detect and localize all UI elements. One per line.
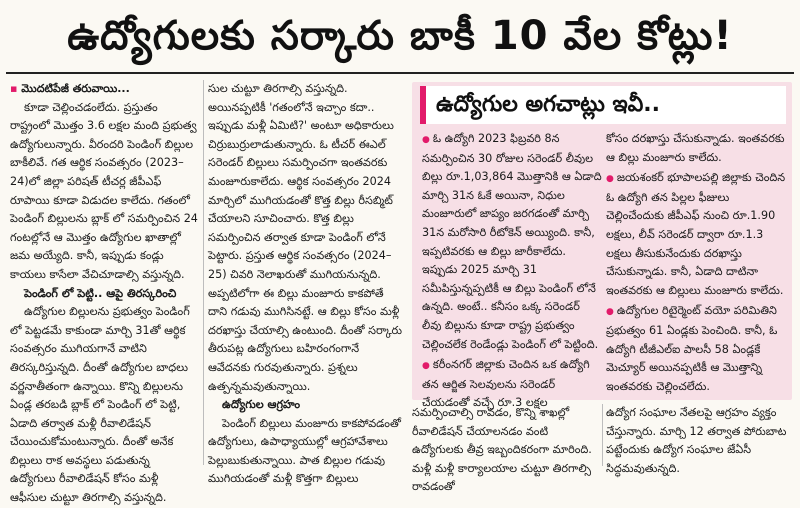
info-box-item-text: కరీంనగర్ జిల్లాకు చెందిన ఒక ఉద్యోగి తన ఆర్జిత సెలవులను సరెండర్ చేయడంతో వచ్చే రూ.3 లక్షల	[422, 358, 590, 410]
bullet-icon: ●	[606, 174, 614, 185]
col2-subheading: ఉద్యోగుల ఆగ్రహం	[222, 398, 301, 412]
info-box-item	[422, 130, 602, 354]
col2-paragraph-2: పెండింగ్ బిల్లులు మంజూరు కాకపోవడంతో ఉద్యోగులు, ఉపాధ్యాయుల్లో ఆగ్రహావేశాలు పెల్లుబుకుతున్నాయి. పాత బిల్లుల గడువు ముగియడంతో మళ్లీ కొత్తగా బిల్లులు	[208, 416, 401, 486]
column-divider-2	[602, 404, 603, 466]
bullet-icon: ●	[422, 361, 430, 372]
continued-kicker: ▪ మొదటిపేజీ తరువాయి...	[10, 80, 198, 99]
col3-paragraph-1: సమర్పించాల్సి రావడం, కొన్ని శాఖల్లో రీవాలిడేషన్ చేయాలనడం వంటి ఉద్యోగులకు తీవ్ర ఇబ్బందికరంగా మారింది. మళ్లీ మళ్లీ కార్యాలయాల చుట్టూ తిరగాల్సి రావడంతో	[412, 406, 592, 494]
info-box-item-text: కోసం దరఖాస్తు చేసుకున్నాడు. ఇంతవరకు ఆ బిల్లు మంజూరు కాలేదు.	[606, 132, 785, 164]
col4-paragraph-1: ఉద్యోగ సంఘాల నేతలపై ఆగ్రహం వ్యక్తం చేస్తున్నారు. మార్చి 12 తర్వాత పోరుబాట పట్టేందుకు ఉద్యోగ సంఘాల జేఏసీ సిద్ధమవుతున్నది.	[606, 406, 787, 475]
info-box-left-column	[422, 130, 602, 410]
col1-paragraph-1: కూడా చెల్లించడంలేదు. ప్రస్తుతం రాష్ట్రంలో మొత్తం 3.6 లక్షల మంది ప్రభుత్వ ఉద్యోగులున్నారు. వీరందరి పెండింగ్ బిల్లుల బాకీలివే. గత ఆర్థిక సంవత్సరం (2023–24)లో జిల్లా పరిషత్ టీచర్ల జీపీఎఫ్ రూపాయి కూడా విడుదల కాలేదు. గతంలో పెండింగ్ బిల్లులను బ్లాక్ లో సమర్పించిన 24 గంటల్లోనే ఆ మొత్తం ఉద్యోగుల ఖాతాల్లో జమ అయ్యేది. కానీ, ఇప్పుడు కండ్లు కాయలు కాసేలా వేచిచూడాల్సి వస్తున్నది.	[10, 100, 198, 281]
column-1	[10, 80, 198, 505]
info-box-item	[606, 169, 786, 300]
col1-paragraph-2: ఉద్యోగుల బిల్లులను ప్రభుత్వం పెండింగ్ లో పెట్టడమే కాకుండా మార్చి 31తో ఆర్థిక సంవత్సరం ముగియగానే వాటిని తిరస్కరిస్తున్నది. దీంతో ఉద్యోగుల బాధలు వర్ణనాతీతంగా ఉన్నాయి. కొన్ని బిల్లులను ఏండ్ల తరబడి బ్లాక్ లో పెండింగ్ లో పెట్టి, ఏడాది తర్వాత మళ్లీ రీవాలిడేషన్ చేయించుకోమంటున్నారు. దీంతో అనేక బిల్లులు రాక అవస్థలు పడుతున్న ఉద్యోగులు రీవాలిడేషన్ కోసం మళ్లీ ఆఫీసుల చుట్టూ తిరగాల్సి వస్తున్నది.	[10, 305, 190, 505]
col1-subheading: పెండింగ్ లో పెట్టి.. ఆపై తిరస్కరించి	[24, 286, 177, 300]
headline-rule	[6, 72, 794, 74]
info-box-item	[606, 130, 786, 167]
column-4	[606, 404, 792, 475]
info-box-right-column	[606, 130, 786, 398]
column-divider-1	[203, 80, 204, 465]
info-box-title: ఉద్యోగుల అగచాట్లు ఇవీ..	[420, 86, 786, 124]
bullet-icon: ●	[422, 135, 430, 145]
col2-paragraph-1: సుల చుట్టూ తిరగాల్సి వస్తున్నది. అయినప్పటికీ 'గతంలోనే ఇచ్చాం కదా.. ఇప్పుడు మళ్లీ ఏమిటి?' అంటూ అధికారులు చిర్రుబుర్రులాడుతున్నారు. ఓ టీచర్ ఈఎల్ సరెండర్ బిల్లులు సమర్పించగా ఇంతవరకు మంజూరుకాలేదు. ఆర్థిక సంవత్సరం 2024 మార్చిలో ముగియడంతో కొత్త బిల్లు రీసబ్మిట్ చేయాలని సూచించారు. కొత్త బిల్లు సమర్పించిన తర్వాత కూడా పెండింగ్ లోనే పెట్టారు. ప్రస్తుత ఆర్థిక సంవత్సరం (2024–25) చివరి నెలాఖరుతో ముగియనున్నది. అప్పటిలోగా ఈ బిల్లు మంజూరు కాకపోతే దాని గడువు ముగిసినట్టే. ఆ బిల్లు కోసం మళ్లీ దరఖాస్తు చేయాల్సి ఉంటుంది. దీంతో సర్కారు తీరుపట్ల ఉద్యోగులు బహిరంగంగానే ఆవేదనకు గురవుతున్నారు. ప్రశ్నలు ఉత్పన్నమవుతున్నాయి.	[208, 82, 403, 393]
info-box-item	[606, 302, 786, 396]
column-3	[412, 404, 598, 494]
headline: ఉద్యోగులకు సర్కారు బాకీ 10 వేల కోట్లు!	[67, 13, 733, 59]
bullet-icon: ●	[606, 307, 614, 318]
info-box-item-text: ఉద్యోగుల రిటైర్మెంట్ వయో పరిమితిని ప్రభుత్వం 61 ఏండ్లకు పెంచింది. కానీ, ఓ ఉద్యోగి టీజీఎల్ఐ పాలసీ 58 ఏండ్లకే మెచ్యూర్ అయినప్పటికీ ఆ మొత్తాన్ని ఇంతవరకు చెల్లించలేదు.	[606, 304, 778, 393]
info-box-item-text: ఓ ఉద్యోగి 2023 ఫిబ్రవరి 8న సమర్పించిన 30 రోజుల సరెండర్ లీవుల బిల్లు రూ.1,03,864 మొత్తానికి ఆ ఏడాది మార్చి 31న ఓకే అయినా, నిధుల మంజూరులో జాప్యం జరగడంతో మార్చి 31న మరోసారి రీటోకెన్ అయ్యింది. కానీ, ఇప్పటివరకు ఆ బిల్లు జారీకాలేదు. ఇప్పుడు 2025 మార్చి 31 సమీపిస్తున్నప్పటికీ ఆ బిల్లు పెండింగ్ లోనే ఉన్నది. అంటే.. కనీసం ఒక్క సరెండర్ లీవు బిల్లును కూడా రాష్ట్ర ప్రభుత్వం చెల్లించలేక రెండేండ్లు పెండింగ్ లో పెట్టింది.	[422, 132, 602, 351]
info-box-item-text: జయశంకర్ భూపాలపల్లి జిల్లాకు చెందిన ఓ ఉద్యోగి తన పిల్లల ఫీజులు చెల్లించేందుకు జీపీఎఫ్ నుంచి రూ.1.90 లక్షలు, లీవ్ సరెండర్ ద్వారా రూ.1.3 లక్షలు తీసుకునేందుకు దరఖాస్తు చేసుకున్నాడు. కానీ, ఏడాది దాటినా ఇంతవరకు ఆ బిల్లులు మంజూరు కాలేదు.	[606, 171, 786, 297]
column-2	[208, 80, 404, 486]
